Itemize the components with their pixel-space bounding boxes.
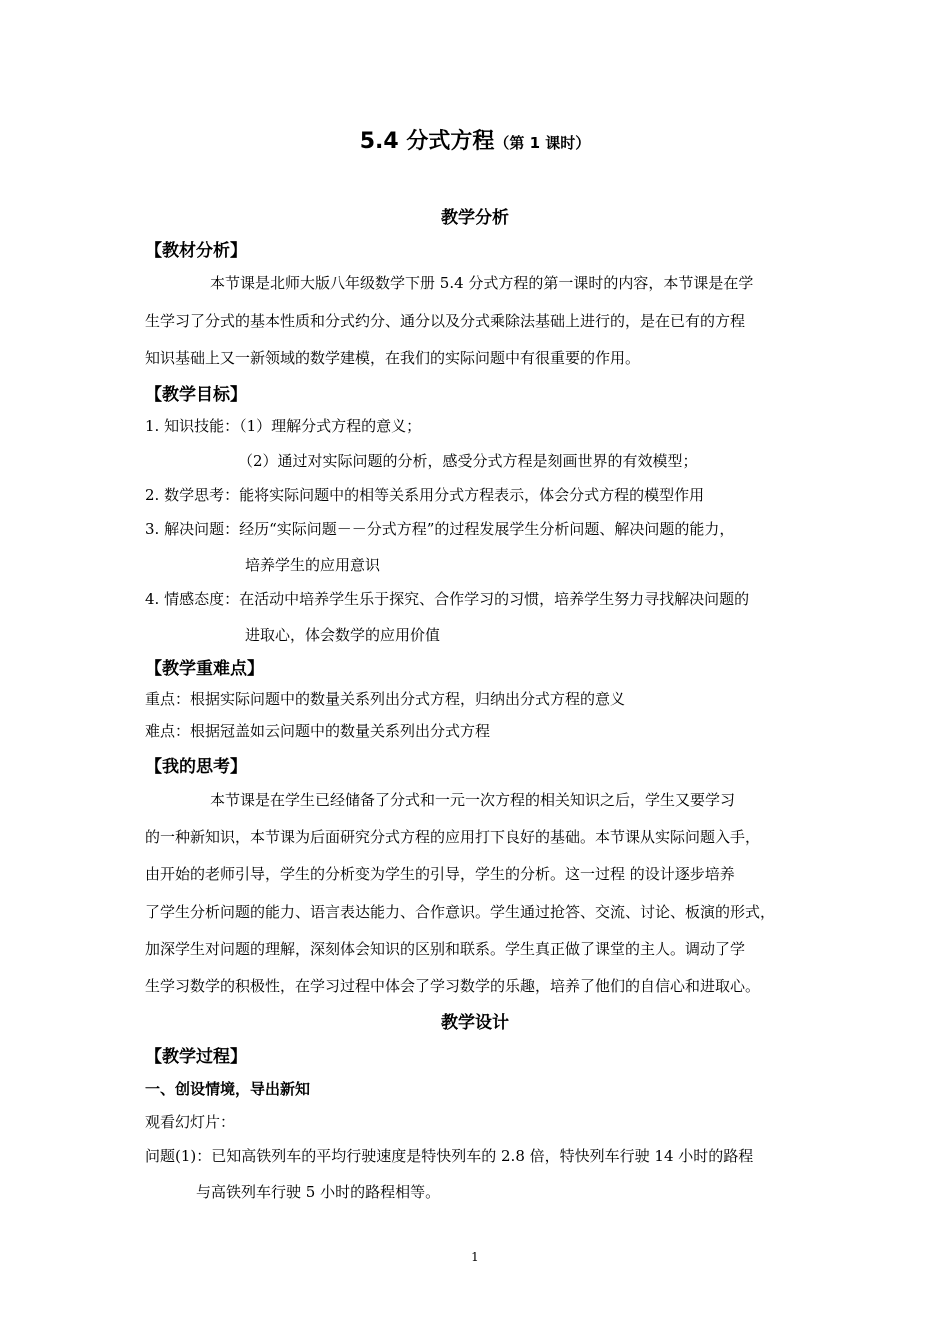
- title-subtitle: （第 1 课时）: [494, 134, 591, 152]
- process-line: 与高铁列车行驶 5 小时的路程相等。: [196, 1183, 441, 1201]
- goal-line: 培养学生的应用意识: [245, 556, 381, 574]
- key-point-line: 难点：根据冠盖如云问题中的数量关系列出分式方程: [145, 722, 491, 740]
- material-analysis-heading: 【教材分析】: [145, 241, 247, 261]
- material-line: 本节课是北师大版八年级数学下册 5.4 分式方程的第一课时的内容，本节课是在学: [210, 274, 754, 292]
- document-title: [0, 124, 950, 155]
- goal-line: 1. 知识技能：（1）理解分式方程的意义；: [145, 417, 422, 435]
- reflection-line: 加深学生对问题的理解，深刻体会知识的区别和联系。学生真正做了课堂的主人。调动了学: [145, 940, 746, 958]
- goal-line: 进取心，体会数学的应用价值: [245, 626, 441, 644]
- goal-line: （2）通过对实际问题的分析，感受分式方程是刻画世界的有效模型；: [238, 452, 698, 470]
- title-main: 5.4 分式方程: [359, 129, 495, 154]
- process-line: 问题(1)：已知高铁列车的平均行驶速度是特快列车的 2.8 倍，特快列车行驶 14 小时的路程: [145, 1147, 754, 1165]
- teaching-design-heading: 教学设计: [441, 1013, 509, 1033]
- process-line: 观看幻灯片：: [145, 1113, 236, 1131]
- reflection-line: 本节课是在学生已经储备了分式和一元一次方程的相关知识之后，学生又要学习: [210, 791, 736, 809]
- step1-heading: 一、创设情境，导出新知: [145, 1080, 311, 1098]
- goal-line: 4. 情感态度：在活动中培养学生乐于探究、合作学习的习惯，培养学生努力寻找解决问题的: [145, 590, 750, 608]
- key-point-line: 重点：根据实际问题中的数量关系列出分式方程，归纳出分式方程的意义: [145, 690, 626, 708]
- reflection-line: 由开始的老师引导，学生的分析变为学生的引导，学生的分析。这一过程 的设计逐步培养: [145, 865, 735, 883]
- goal-line: 3. 解决问题：经历“实际问题－－分式方程”的过程发展学生分析问题、解决问题的能力，: [145, 520, 735, 538]
- key-points-heading: 【教学重难点】: [145, 659, 264, 679]
- teaching-goals-heading: 【教学目标】: [145, 385, 247, 405]
- teaching-analysis-heading: 教学分析: [441, 208, 509, 228]
- teaching-process-heading: 【教学过程】: [145, 1047, 247, 1067]
- goal-line: 2. 数学思考：能将实际问题中的相等关系用分式方程表示，体会分式方程的模型作用: [145, 486, 705, 504]
- material-line: 生学习了分式的基本性质和分式约分、通分以及分式乘除法基础上进行的，是在已有的方程: [145, 312, 746, 330]
- material-line: 知识基础上又一新领域的数学建模，在我们的实际问题中有很重要的作用。: [145, 349, 641, 367]
- reflection-line: 了学生分析问题的能力、语言表达能力、合作意识。学生通过抢答、交流、讨论、板演的形式，: [145, 903, 776, 921]
- reflection-heading: 【我的思考】: [145, 757, 247, 777]
- reflection-line: 生学习数学的积极性，在学习过程中体会了学习数学的乐趣，培养了他们的自信心和进取心。: [145, 977, 761, 995]
- page-number: 1: [471, 1250, 479, 1264]
- reflection-line: 的一种新知识，本节课为后面研究分式方程的应用打下良好的基础。本节课从实际问题入手，: [145, 828, 761, 846]
